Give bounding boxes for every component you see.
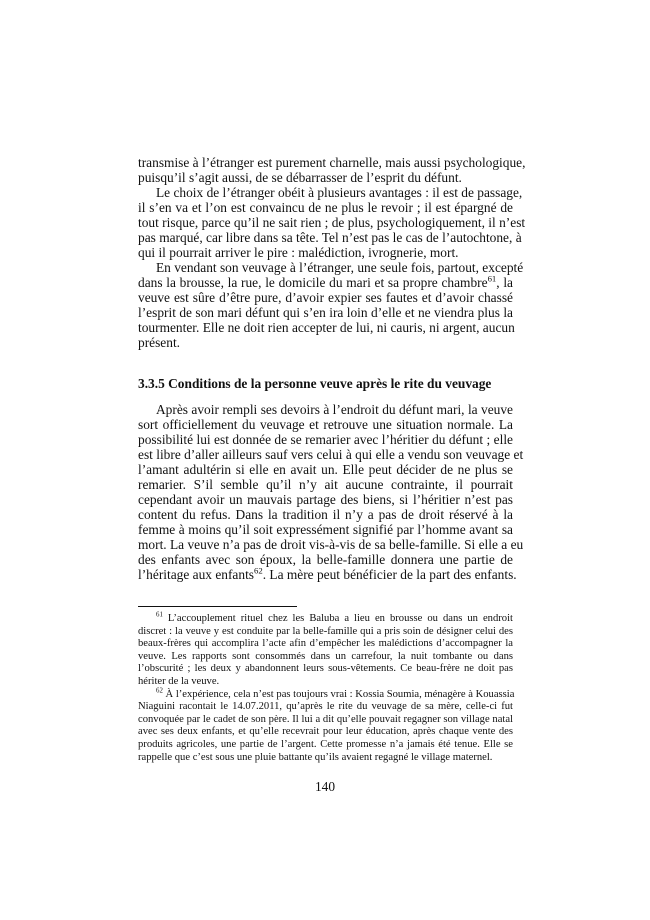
text-line: discret : la veuve y est conduite par la belle-famille qui a pris soin de désigner celui des: [138, 625, 513, 637]
text-line: content du refus. Dans la tradition il n’y a pas de droit réservé à la: [138, 507, 513, 522]
text-line: l’amant adultérin si elle en avait un. Elle peut décider de ne plus se: [138, 462, 513, 477]
text-line: pas marqué, car libre dans sa tête. Tel n’est pas le cas de l’autochtone, à: [138, 230, 522, 245]
page-number: 140: [314, 779, 336, 794]
paragraph: [138, 185, 526, 260]
text-line: convoquée par le cadet de son père. Il lui a dit qu’elle pouvait regagner son village natal: [138, 713, 513, 725]
text-line: En vendant son veuvage à l’étranger, une seule fois, partout, excepté: [156, 260, 524, 275]
body-text-before-heading: [138, 155, 526, 350]
text-line: transmise à l’étranger est purement charnelle, mais aussi psychologique,: [138, 155, 526, 170]
text-line: beaux-frères qui accomplira l’acte afin d’empêcher les malédictions d’accompagner la: [138, 638, 513, 650]
text-line: tout risque, parce qu’il ne sait rien ; de plus, psychologiquement, il n’est: [138, 215, 526, 230]
text-line: avec ses deux enfants, et qu’elle recevrait pour leur éducation, après chaque vente des: [138, 726, 513, 738]
line-text: L’accouplement rituel chez les Baluba a lieu en brousse ou dans un endroit: [162, 613, 513, 624]
line-text: , la: [496, 275, 513, 290]
line-text: dans la brousse, la rue, le domicile du mari et sa propre chambre: [138, 275, 488, 290]
text-line: [138, 275, 513, 290]
footnote-ref[interactable]: 62: [254, 565, 263, 576]
body-text-after-heading: [138, 402, 524, 582]
text-line: remarier. S’il semble qu’il n’y ait aucune contrainte, il pourrait: [138, 477, 513, 492]
footnote-ref[interactable]: 62: [156, 687, 163, 695]
footnote: [138, 613, 513, 689]
text-line: des enfants avec son époux, la belle-famille donnera une partie de: [138, 552, 513, 567]
text-line: Le choix de l’étranger obéit à plusieurs avantages : il est de passage,: [156, 185, 523, 200]
text-line: présent.: [138, 335, 181, 350]
text-line: veuve est sûre d’être pure, d’avoir expier ses fautes et d’avoir chassé: [138, 290, 513, 305]
footnote-ref[interactable]: 61: [156, 611, 163, 619]
footnote-ref[interactable]: 61: [487, 273, 497, 284]
text-line: sort officiellement du veuvage et retrouve une situation normale. La: [138, 417, 513, 432]
text-line: qui il pourrait arriver le pire : malédiction, ivrognerie, mort.: [138, 245, 459, 260]
line-text: . La mère peut bénéficier de la part des enfants.: [262, 567, 517, 582]
text-line: hériter de la veuve.: [138, 675, 220, 687]
footnote: [138, 689, 513, 765]
text-line: rappelle que c’est sous une pluie battante qu’ils avaient regagné le village maternel.: [138, 751, 493, 763]
section-heading: 3.3.5 Conditions de la personne veuve après le rite du veuvage: [138, 376, 492, 391]
paragraph: [138, 260, 524, 350]
text-line: Niaguini racontait le 14.07.2011, qu’après le rite du veuvage de sa mère, celle-ci fut: [138, 701, 513, 713]
line-text: À l’expérience, cela n’est pas toujours vrai : Kossia Soumia, ménagère à Kouassia: [162, 688, 515, 700]
text-line: veuve. Les rapports sont consommés dans un carrefour, la nuit tombante ou dans: [138, 650, 513, 662]
text-line: possibilité lui est donnée de se remarier avec l’héritier du défunt ; elle: [138, 432, 513, 447]
footnotes: [138, 613, 513, 764]
text-line: est libre d’aller ailleurs sauf vers celui à qui elle a vendu son veuvage et: [138, 447, 524, 462]
text-line: il s’en va et l’on est convaincu de ne plus le revoir ; il est épargné de: [138, 200, 513, 215]
text-line: femme à moins qu’il soit expressément signifié par l’homme avant sa: [138, 522, 513, 537]
text-line: cependant avoir un mauvais partage des biens, si l’héritier n’est pas: [138, 492, 513, 507]
text-line: Après avoir rempli ses devoirs à l’endroit du défunt mari, la veuve: [156, 402, 513, 417]
footnote-separator: [138, 606, 297, 607]
text-line: l’esprit de son mari défunt qui s’en ira loin d’elle et ne viendra plus la: [138, 305, 513, 320]
text-line: l’obscurité ; les deux y abandonnent leurs sous-vêtements. Ce beau-frère ne doit pas: [138, 663, 513, 675]
paragraph: [138, 402, 524, 582]
text-line: [138, 613, 513, 626]
text-line: puisqu’il s’agit aussi, de se débarrasser de l’esprit du défunt.: [138, 170, 462, 185]
text-line: [138, 565, 517, 582]
text-line: tourmenter. Elle ne doit rien accepter de lui, ni cauris, ni argent, aucun: [138, 320, 515, 335]
line-text: l’héritage aux enfants: [138, 567, 254, 582]
text-line: [138, 689, 513, 702]
paragraph: [138, 155, 526, 185]
text-line: mort. La veuve n’a pas de droit vis-à-vis de sa belle-famille. Si elle a eu: [138, 537, 524, 552]
text-line: produits agricoles, une partie de l’argent. Cette promesse n’a jamais été tenue. Elle se: [138, 738, 513, 750]
